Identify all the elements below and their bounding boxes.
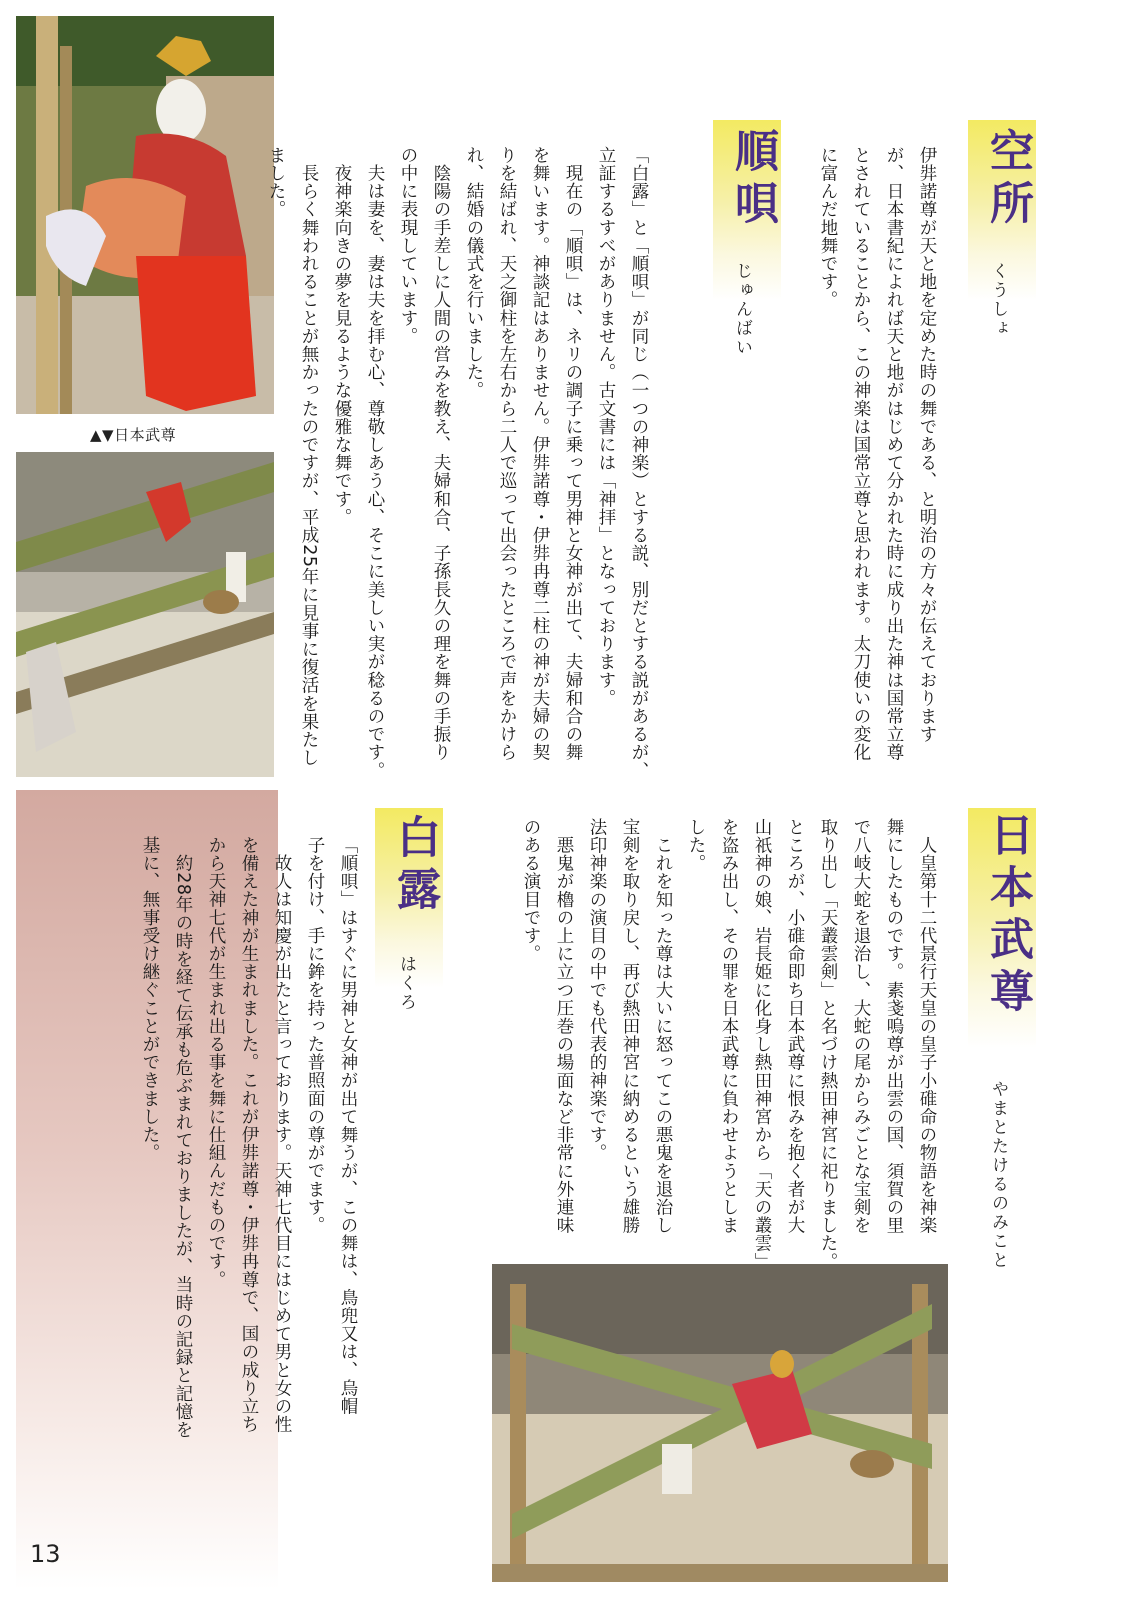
section-reading-yamatotakeru: やまとたけるのみこと: [988, 1080, 1008, 1270]
photo-caption: ▲▼日本武尊: [90, 426, 177, 444]
section-reading-junbai: じゅんばい: [732, 262, 752, 357]
section-title-kusho: 空所: [982, 128, 1033, 232]
photo-yamatotakeru-dancer: [16, 16, 274, 414]
section-text-yamatotakeru: 人皇第十二代景行天皇の皇子小碓命の物語を神楽 舞にしたものです。素戔嗚尊が出雲の国、須賀の里 で八岐大蛇を退治し、大蛇の尾からみごとな宝剣を 取り出し「天叢雲剣」と名づけ熱田神宮に祀りました。 ところが、小碓命即ち日本武尊に恨みを抱く者が大 山祇神の娘、岩長姫に化身し熱田神宮から「天の叢雲」 を盗み出し、その罪を日本武尊に負わせようとしま した。 これを知った尊は大いに怒ってこの悪鬼を退治し 宝剣を取り戻し、再び熱田神宮に納めるという雄勝 法印神楽の演目の中でも代表的神楽です。 悪鬼が櫓の上に立つ圧巻の場面など非常に外連味 のある演目です。: [521, 818, 937, 1271]
section-title-junbai: 順唄: [727, 128, 778, 232]
photo-stage-wide: [492, 1264, 948, 1582]
section-reading-hakuro: はくろ: [396, 955, 416, 1012]
section-reading-kusho: くうしょ: [988, 262, 1008, 338]
section-title-hakuro: 白露: [389, 814, 440, 918]
photo-yamatotakeru-rope: [16, 452, 274, 777]
section-text-junbai: 「白露」と「順唄」が同じ（一つの神楽）とする説、別だとする説があるが、 立証するすべがありません。古文書には「神拝」となっております。 現在の「順唄」は、ネリの調子に乗って男神と女神が出て、夫婦和合の舞 を舞います。神談記はありません。伊弉諾尊・伊弉冉尊二柱の神が夫婦の契 りを結ばれ、天之御柱を左右から二人で巡って出会ったところで声をかけら れ、結婚の儀式を行いました。 陰陽の手差しに人間の営みを教え、夫婦和合、子孫長久の理を舞の手振り の中に表現しています。 夫は妻を、妻は夫を拝む心、尊敬しあう心、そこに美しい実が稔るのです。 夜神楽向きの夢を見るような優雅な舞です。 長らく舞われることが無かったのですが、平成25年に見事に復活を果たし ました。: [266, 146, 649, 780]
section-text-kusho: 伊弉諾尊が天と地を定めた時の舞である、と明治の方々が伝えております が、日本書紀によれば天と地がはじめて分かれた時に成り出た神は国常立尊 とされていることから、この神楽は国常立尊と思われます。太刀使いの変化 に富んだ地舞です。: [818, 146, 937, 762]
section-text-hakuro: 「順唄」はすぐに男神と女神が出て舞うが、この舞は、鳥兜又は、烏帽 子を付け、手に鉾を持った普照面の尊がでます。 故人は知慶が出たと言っております。天神七代目にはじめて男と女の性 を備えた神が生まれました。これが伊弉諾尊・伊弉冉尊で、国の成り立ち から天神七代が生まれ出る事を舞に仕組んだものです。 約28年の時を経て伝承も危ぶまれておりましたが、当時の記録と記憶を 基に、無事受け継ぐことができました。: [140, 836, 358, 1439]
page-number: 13: [30, 1540, 61, 1568]
section-title-yamatotakeru: 日本武尊: [982, 812, 1033, 1020]
